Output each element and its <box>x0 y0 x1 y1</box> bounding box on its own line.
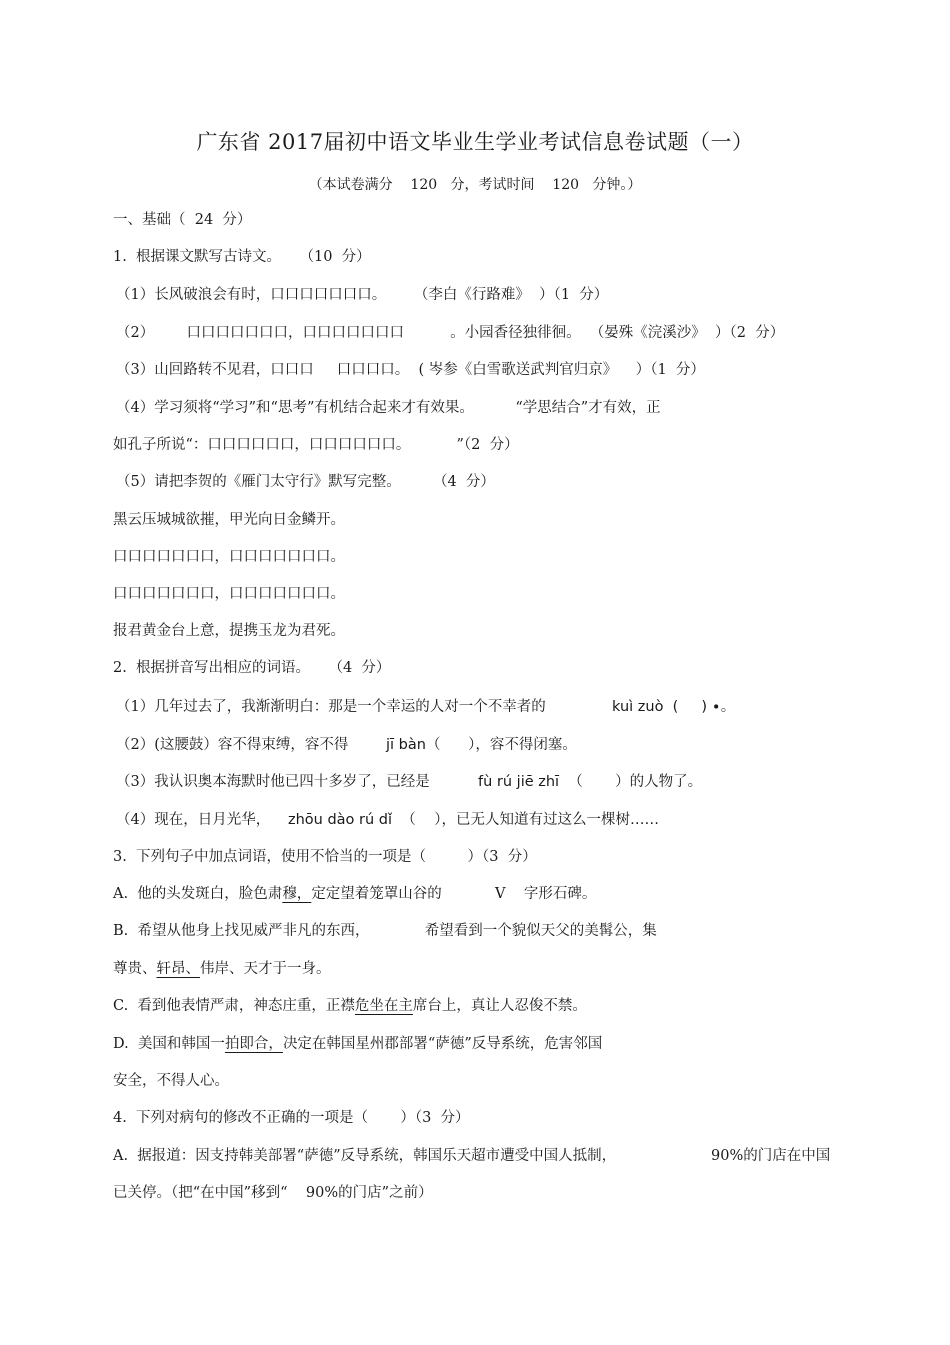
option-b-text: 尊贵、 <box>113 961 157 977</box>
question-2-item-4-text: （4）现在，日月光华， <box>116 812 271 828</box>
section-heading: 一、基础（ 24 分） <box>113 212 252 228</box>
question-4-option-a-line-1-end: 90%的门店在中国 <box>711 1148 831 1164</box>
question-2-item-1-text: （1）几年过去了，我渐渐明白：那是一个幸运的人对一个不幸者的 <box>116 699 546 715</box>
question-1-item-3: （3）山回路转不见君，口口口 口口口口。 ( 岑参《白雪歌送武判官归京》 ）（1 分） <box>116 362 705 378</box>
question-1-item-1: （1）长风破浪会有时，口口口口口口口。 （李白《行路难》 ）（1 分） <box>116 287 609 303</box>
option-b-marked-word: 轩昂、 <box>156 961 200 977</box>
question-1-item-2: （2） 口口口口口口口，口口口口口口口 。小园香径独徘徊。 （晏殊《浣溪沙》 ）（2 分） <box>116 325 785 341</box>
question-3-option-b-line-2 <box>113 959 331 979</box>
question-4-heading: 4. 下列对病句的修改不正确的一项是（ ）（3 分） <box>113 1110 470 1126</box>
option-d-marked-word: 拍即合， <box>224 1036 283 1052</box>
page-subtitle: （本试卷满分 120 分，考试时间 120 分钟。） <box>308 177 642 193</box>
poem-line-2: 口口口口口口口，口口口口口口口。 <box>113 549 345 565</box>
question-2-heading: 2. 根据拼音写出相应的词语。 （4 分） <box>113 660 391 676</box>
question-2-item-1-pinyin: kuì zuò ( ) ∙。 <box>612 699 736 715</box>
question-2-item-3-text: （3）我认识奥本海默时他已四十多岁了，已经是 <box>116 774 430 790</box>
question-1-item-5: （5）请把李贺的《雁门太守行》默写完整。 （4 分） <box>116 474 495 490</box>
option-c-text-2: 席台上，真让人忍俊不禁。 <box>412 998 587 1014</box>
question-3-option-a-end: V 字形石碑。 <box>495 886 597 902</box>
question-2-item-4-pinyin: zhōu dào rú dǐ （ ），已无人知道有过这么一棵树…… <box>288 812 659 828</box>
question-3-option-d-line-1 <box>113 1034 602 1054</box>
question-3-heading: 3. 下列句子中加点词语，使用不恰当的一项是（ ）（3 分） <box>113 849 537 865</box>
option-d-text-2: 决定在韩国星州郡部署“萨德”反导系统，危害邻国 <box>282 1036 603 1052</box>
page-title: 广东省 2017届初中语文毕业生学业考试信息卷试题（一） <box>196 130 754 154</box>
question-4-option-a-line-1: A. 据报道：因支持韩美部署“萨德”反导系统，韩国乐天超市遭受中国人抵制， <box>113 1148 617 1164</box>
question-2-item-3-pinyin: fù rú jiē zhī （ ）的人物了。 <box>478 774 703 790</box>
poem-line-4: 报君黄金台上意，提携玉龙为君死。 <box>113 623 345 639</box>
question-3-option-b-line-1: B. 希望从他身上找见威严非凡的东西， 希望看到一个貌似天父的美髯公，集 <box>113 923 657 939</box>
question-1-item-4-line-1: （4）学习须将“学习”和“思考”有机结合起来才有效果。 “学思结合”才有效，正 <box>116 400 661 416</box>
option-a-text: A. 他的头发斑白，脸色肃 <box>113 886 283 902</box>
question-1-item-4-line-2: 如孔子所说“：口口口口口口，口口口口口口。 ”（2 分） <box>113 437 519 453</box>
option-a-text-2: 定定望着笼罩山谷的 <box>311 886 442 902</box>
question-3-option-d-line-2: 安全，不得人心。 <box>113 1073 229 1089</box>
option-c-marked-word: 危坐在主 <box>354 998 413 1014</box>
option-d-text: D. 美国和韩国一 <box>113 1036 225 1052</box>
option-b-text-2: 伟岸、天才于一身。 <box>200 961 331 977</box>
question-3-option-c <box>113 996 587 1016</box>
poem-line-3: 口口口口口口口，口口口口口口口。 <box>113 586 345 602</box>
question-3-option-a <box>113 884 442 904</box>
question-4-option-a-line-2: 已关停。（把“在中国”移到“ 90%的门店”之前） <box>113 1185 433 1201</box>
option-a-marked-word: 穆， <box>282 886 312 902</box>
question-1-heading: 1. 根据课文默写古诗文。 （10 分） <box>113 249 371 265</box>
question-2-item-2-pinyin: jī bàn（ ），容不得闭塞。 <box>386 737 577 753</box>
question-2-item-2-text: （2）(这腰鼓）容不得束缚，容不得 <box>116 737 349 753</box>
poem-line-1: 黑云压城城欲摧，甲光向日金鳞开。 <box>113 512 345 528</box>
option-c-text: C. 看到他表情严肃，神态庄重，正襟 <box>113 998 355 1014</box>
